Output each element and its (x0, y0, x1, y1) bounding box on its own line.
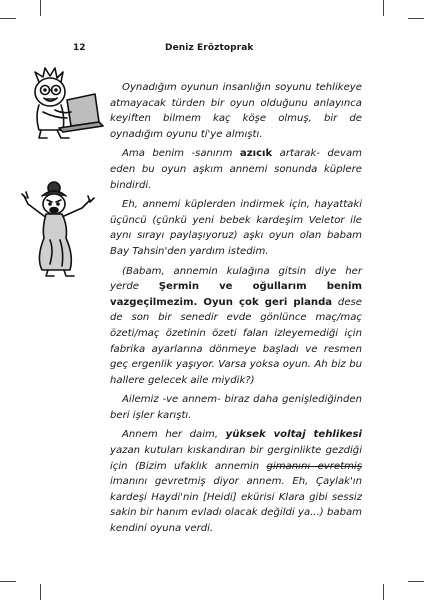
paragraph (110, 264, 362, 389)
crop-mark (383, 0, 384, 16)
paragraph: Eh, annemi küplerden indirmek için, hayattaki üçüncü (çünkü yeni bebek kardeşim Veletor ile aynı sırayı paylaşıyoruz) aşkı oyun olan babam Bay Tahsin'den yardım istedim. (110, 199, 362, 257)
crop-mark (40, 0, 41, 16)
crop-mark (0, 18, 16, 19)
crop-mark (383, 584, 384, 600)
text-run: dese de son bir senedir evde gönlünce maç/maç özeti/maç özetinin özeti falan izleyemediği için fabrika ayarlarına dönmeye başladı ve resmen geç ergenlik yaşıyor. Varsa yoksa oyun. Ah biz bu hallere gelecek aile miydik?) (110, 296, 362, 386)
paragraph: Oynadığım oyunun insanlığın soyunu tehlikeye atmayacak türden bir oyun olduğunu anlayınca keyiften bilmem kaç köşe olmuş, bir de oynadığım oyunu ti'ye almıştı. (110, 82, 362, 140)
crop-mark (408, 18, 424, 19)
crop-mark (408, 581, 424, 582)
strikethrough-text: gimanını evretmiş (266, 460, 362, 472)
bold-text: yüksek voltaj tehlikesi (225, 429, 362, 441)
bold-text: Şermin ve oğullarım benim vazgeçilmezim. Oyun çok geri planda (110, 281, 362, 308)
running-header (0, 43, 424, 59)
body-text (110, 80, 362, 541)
text-run: artarak- devam eden bu oyun aşkım annemi sonunda küplere bindirdi. (110, 148, 362, 191)
paragraph (110, 146, 362, 193)
text-run: Ama benim -sanırım (122, 148, 240, 160)
boy-with-laptop-illustration (25, 62, 105, 142)
bold-text: azıcık (239, 148, 273, 160)
text-run: Annem her daim, (122, 429, 226, 441)
page-number: 12 (73, 43, 86, 53)
paragraph (110, 427, 362, 536)
crop-mark (40, 584, 41, 600)
author-name: Deniz Eröztoprak (165, 43, 254, 53)
text-run: (Babam, annemin kulağına gitsin diye her yerde (110, 265, 362, 293)
text-run: imanını gevretmiş diyor annem. Eh, Çaylak'ın kardeşi Haydi'nin [Heidi] ekürisi Klara gibi sessiz sakin bir hanım evladı olacak değildi ya...) babam kendini oyuna verdi. (110, 476, 362, 535)
crop-mark (0, 581, 16, 582)
text-run: yazan kutuları kıskandıran bir gerginlikte gezdiği için (Bizim ufaklık annemin (110, 445, 362, 472)
angry-mother-illustration (20, 178, 96, 278)
paragraph: Ailemiz -ve annem- biraz daha genişlediğinden beri işler karıştı. (110, 394, 362, 421)
